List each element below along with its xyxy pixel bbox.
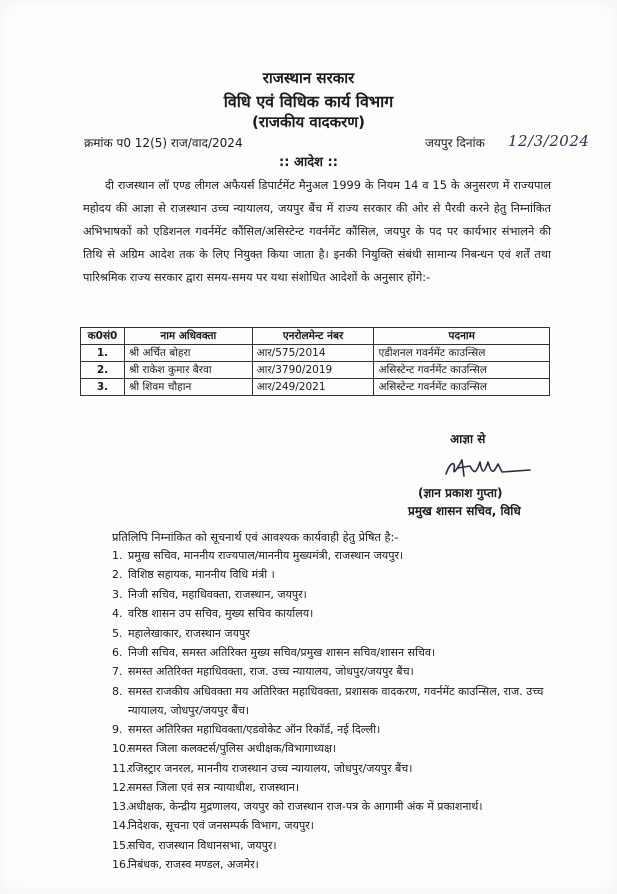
cell-designation: असिस्टेन्ट गवर्नमेंट काउन्सिल <box>374 379 550 396</box>
government-title: राजस्थान सरकार <box>262 69 355 87</box>
col-enrollment: एनरोलमेन्ट नंबर <box>252 328 374 345</box>
list-item-text: समस्त जिला एवं सत्र न्यायाधीश, राजस्थान। <box>128 781 300 795</box>
cell-designation: एडीशनल गवर्नमेंट काउन्सिल <box>374 345 550 362</box>
advocates-table <box>80 327 550 396</box>
list-item-number: 14. <box>112 819 130 833</box>
reference-number: क्रमांक प0 12(5) राज/वाद/2024 <box>84 136 243 150</box>
list-item-text: निबंधक, राजस्व मण्डल, अजमेर। <box>128 858 259 872</box>
by-order-label: आज्ञा से <box>450 432 486 446</box>
signatory-name: (ज्ञान प्रकाश गुप्ता) <box>418 486 503 500</box>
list-item-number: 7. <box>112 665 123 679</box>
list-item-text: निजी सचिव, महाधिवक्ता, राजस्थान, जयपुर। <box>128 587 307 601</box>
list-item <box>112 739 552 758</box>
list-item-number: 16. <box>112 858 130 872</box>
col-serial: क0सं0 <box>81 328 125 345</box>
list-item <box>112 778 552 797</box>
table-row <box>81 345 550 362</box>
list-item-text: विशिष्ठ सहायक, माननीय विधि मंत्री । <box>128 568 275 582</box>
list-item-number: 12. <box>112 781 130 795</box>
cell-serial: 1. <box>81 345 125 362</box>
copy-to-intro: प्रतिलिपि निम्नांकित को सूचनार्थ एवं आवश्यक कार्यवाही हेतु प्रेषित है:- <box>112 531 399 544</box>
list-item-number: 10. <box>112 742 130 756</box>
list-item <box>112 682 552 720</box>
cell-serial: 3. <box>81 379 125 396</box>
section-title: (राजकीय वादकरण) <box>252 113 365 131</box>
list-item <box>112 624 552 643</box>
list-item-number: 5. <box>112 626 123 640</box>
list-item <box>112 797 552 816</box>
list-item <box>112 836 552 855</box>
list-item-text: रजिस्ट्रार जनरल, माननीय राजस्थान उच्च न्यायालय, जोधपुर/जयपुर बैंच। <box>128 761 413 775</box>
list-item <box>112 585 552 604</box>
list-item-text: निदेशक, सूचना एवं जनसम्पर्क विभाग, जयपुर। <box>128 819 314 833</box>
list-item <box>112 759 552 778</box>
list-item-number: 1. <box>112 549 123 562</box>
signatory-designation: प्रमुख शासन सचिव, विधि <box>408 504 521 518</box>
list-item-text: समस्त अतिरिक्त महाधिवक्ता, राज. उच्च न्यायालय, जोधपुर/जयपुर बैंच। <box>128 665 414 679</box>
list-item <box>112 662 552 681</box>
list-item-number: 2. <box>112 568 123 582</box>
list-item <box>112 643 552 662</box>
order-body: दी राजस्थान लॉ एण्ड लीगल अफैयर्स डिपार्टमेंट मैनुअल 1999 के नियम 14 व 15 के अनुसरण में राज्यपाल महोदय की आज्ञा से राजस्थान उच्च न्यायालय, जयपुर बैंच में राज्य सरकार की ओर से पैरवी करने हेतु निम्नांकित अभिभाषकों को एडिशनल गवर्नमेंट कौंसिल/असिस्टेन्ट गवर्नमेंट कौंसिल, जयपुर के पद पर कार्यभार संभालने की तिथि से अग्रिम आदेश तक के लिए नियुक्त किया जाता है। इनकी नियुक्ति संबंधी सामान्य निबन्धन एवं शर्तें तथा पारिश्रमिक राज्य सरकार द्वारा समय-समय पर यथा संशोधित आदेशों के अनुसार होंगे:- <box>83 179 551 284</box>
list-item <box>112 816 552 835</box>
list-item-number: 8. <box>112 684 123 698</box>
cell-enrollment: आर/3790/2019 <box>252 362 374 379</box>
col-designation: पदनाम <box>374 328 550 345</box>
list-item-number: 15. <box>112 838 130 852</box>
list-item-text: समस्त अतिरिक्त महाधिवक्ता/एडवोकेट ऑन रिकॉर्ड, नई दिल्ली। <box>128 722 381 736</box>
order-title: :: आदेश :: <box>279 155 338 170</box>
table-row <box>81 379 550 396</box>
cell-enrollment: आर/575/2014 <box>252 345 374 362</box>
cell-name: श्री राकेश कुमार बैरवा <box>124 362 252 379</box>
signature-image <box>440 452 536 484</box>
cell-designation: असिस्टेन्ट गवर्नमेंट काउन्सिल <box>374 362 550 379</box>
list-item-number: 11. <box>112 761 130 775</box>
list-item-text: अधीक्षक, केन्द्रीय मुद्रणालय, जयपुर को राजस्थान राज-पत्र के आगामी अंक में प्रकाशनार्थ। <box>128 800 483 814</box>
copy-to-list <box>112 546 552 875</box>
cell-name: श्री शिवम चौहान <box>124 379 252 396</box>
col-name: नाम अधिवक्ता <box>124 328 252 345</box>
list-item-text: समस्त जिला कलक्टर्स/पुलिस अधीक्षक/विभागाध्यक्ष। <box>128 742 337 756</box>
list-item-text: वरिष्ठ शासन उप सचिव, मुख्य सचिव कार्यालय। <box>128 607 314 621</box>
list-item-text: सचिव, राजस्थान विधानसभा, जयपुर। <box>128 838 277 852</box>
cell-enrollment: आर/249/2021 <box>252 379 374 396</box>
list-item-number: 4. <box>112 607 123 621</box>
department-title: विधि एवं विधिक कार्य विभाग <box>223 92 394 111</box>
list-item-number: 13. <box>112 800 130 814</box>
list-item <box>112 546 552 565</box>
list-item-text: प्रमुख सचिव, माननीय राज्यपाल/माननीय मुख्यमंत्री, राजस्थान जयपुर। <box>128 549 404 562</box>
list-item-text: महालेखाकार, राजस्थान जयपुर <box>128 626 250 640</box>
list-item <box>112 604 552 623</box>
cell-name: श्री अर्चित बोहरा <box>124 345 252 362</box>
list-item-number: 9. <box>112 722 123 736</box>
list-item-number: 6. <box>112 646 123 660</box>
list-item-number: 3. <box>112 587 123 601</box>
handwritten-date: 12/3/2024 <box>508 132 590 150</box>
table-row <box>81 362 550 379</box>
list-item <box>112 565 552 584</box>
table-header-row <box>81 328 550 345</box>
date-label: जयपुर दिनांक <box>425 136 485 150</box>
list-item-text: निजी सचिव, समस्त अतिरिक्त मुख्य सचिव/प्रमुख शासन सचिव/शासन सचिव। <box>128 646 436 660</box>
list-item <box>112 855 552 874</box>
list-item <box>112 720 552 739</box>
cell-serial: 2. <box>81 362 125 379</box>
list-item-text: समस्त राजकीय अधिवक्ता मय अतिरिक्त महाधिवक्ता, प्रशासक वादकरण, गवर्नमेंट काउन्सिल, राज. उच्च न्यायालय, जोधपुर/जयपुर बैंच। <box>128 684 544 717</box>
